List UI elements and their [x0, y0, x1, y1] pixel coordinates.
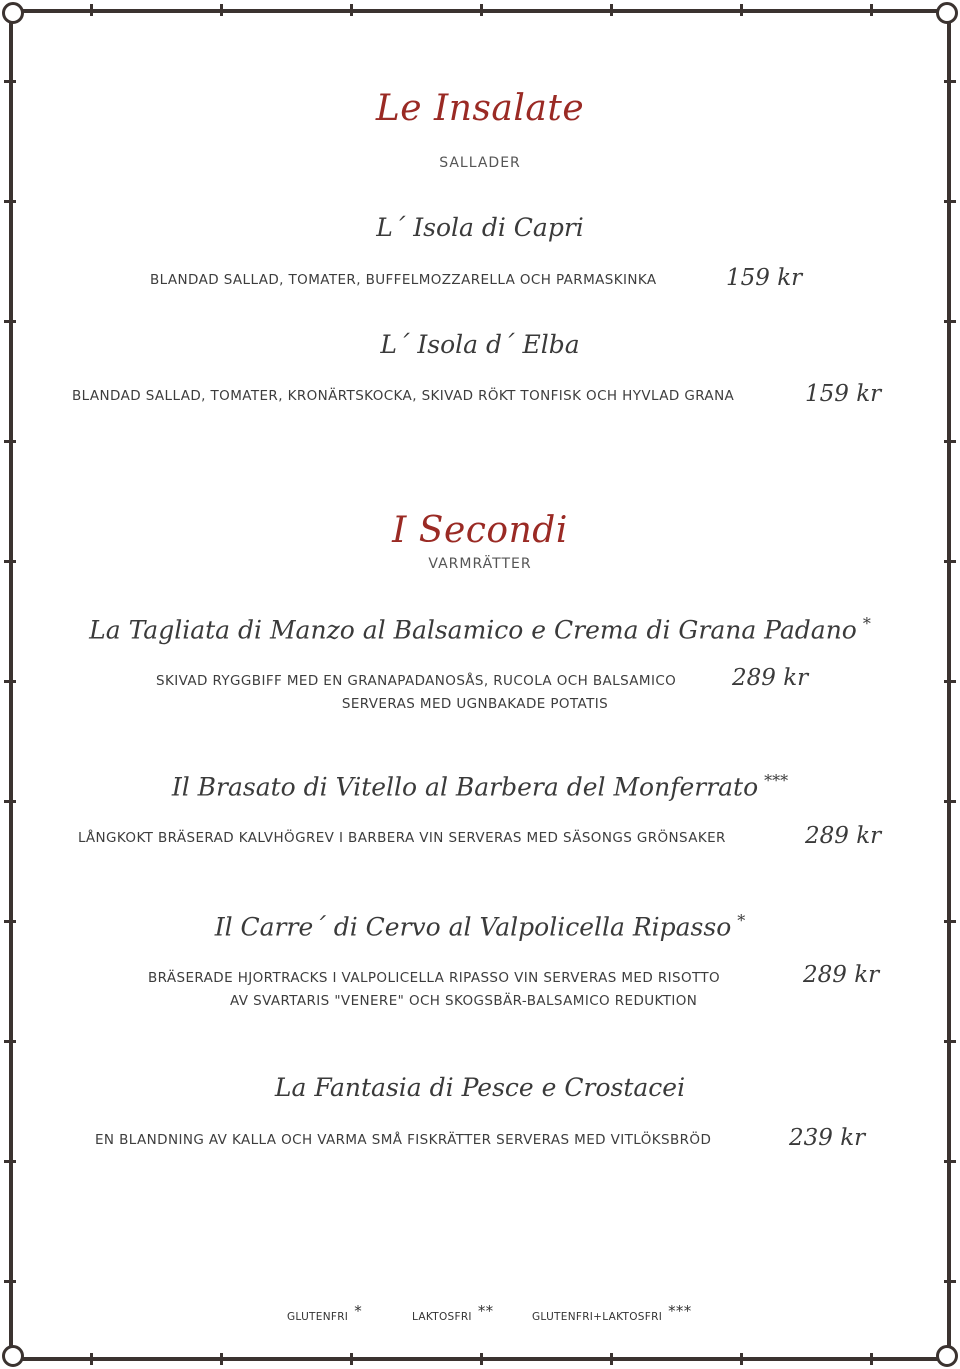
frame-tick-ornament	[610, 1353, 613, 1365]
frame-corner-ornament	[936, 1345, 958, 1367]
frame-tick-ornament	[740, 1353, 743, 1365]
frame-tick-ornament	[944, 1040, 956, 1043]
section-title: Le Insalate	[375, 88, 585, 129]
dish-price: 289 kr	[803, 962, 880, 988]
dish-name-text: La Tagliata di Manzo al Balsamico e Crema di Grana Padano	[89, 615, 857, 645]
dish-description: BLANDAD SALLAD, TOMATER, BUFFELMOZZARELLA OCH PARMASKINKA	[150, 272, 657, 288]
frame-tick-ornament	[944, 200, 956, 203]
legend-symbol: *	[354, 1302, 362, 1320]
frame-tick-ornament	[350, 1353, 353, 1365]
legend-label: LAKTOSFRI	[412, 1311, 472, 1323]
frame-tick-ornament	[4, 320, 16, 323]
dish-price: 239 kr	[789, 1125, 866, 1151]
frame-corner-ornament	[2, 2, 24, 24]
frame-tick-ornament	[4, 80, 16, 83]
dish-price: 159 kr	[805, 381, 882, 407]
dish-description: EN BLANDNING AV KALLA OCH VARMA SMÅ FISKRÄTTER SERVERAS MED VITLÖKSBRÖD	[95, 1132, 712, 1148]
dietary-mark: ***	[764, 771, 789, 790]
dish-name	[0, 614, 960, 644]
frame-tick-ornament	[4, 1040, 16, 1043]
dish-description: AV SVARTARIS "VENERE" OCH SKOGSBÄR-BALSAMICO REDUKTION	[230, 993, 698, 1009]
frame-tick-ornament	[90, 4, 93, 16]
dish-description: SKIVAD RYGGBIFF MED EN GRANAPADANOSÅS, RUCOLA OCH BALSAMICO	[156, 673, 677, 689]
section-title: I Secondi	[392, 510, 568, 551]
legend-symbol: **	[477, 1302, 494, 1320]
dish-name	[0, 911, 960, 941]
frame-tick-ornament	[944, 1280, 956, 1283]
dish-description: BLANDAD SALLAD, TOMATER, KRONÄRTSKOCKA, SKIVAD RÖKT TONFISK OCH HYVLAD GRANA	[72, 388, 735, 404]
frame-tick-ornament	[944, 1160, 956, 1163]
frame-tick-ornament	[740, 4, 743, 16]
frame-tick-ornament	[870, 1353, 873, 1365]
legend-item	[412, 1302, 493, 1323]
frame-tick-ornament	[480, 1353, 483, 1365]
frame-tick-ornament	[610, 4, 613, 16]
frame-tick-ornament	[870, 4, 873, 16]
dish-price: 289 kr	[732, 665, 809, 691]
dish-name	[0, 771, 960, 801]
dish-price: 159 kr	[726, 265, 803, 291]
frame-tick-ornament	[4, 1280, 16, 1283]
legend-label: GLUTENFRI+LAKTOSFRI	[532, 1311, 663, 1323]
dish-description: LÅNGKOKT BRÄSERAD KALVHÖGREV I BARBERA VIN SERVERAS MED SÄSONGS GRÖNSAKER	[78, 830, 726, 846]
frame-corner-ornament	[2, 1345, 24, 1367]
dish-name: L´ Isola d´ Elba	[380, 330, 580, 359]
frame-tick-ornament	[944, 320, 956, 323]
frame-tick-ornament	[480, 4, 483, 16]
dish-name-text: Il Carre´ di Cervo al Valpolicella Ripasso	[214, 912, 732, 942]
frame-tick-ornament	[4, 200, 16, 203]
frame-tick-ornament	[4, 1160, 16, 1163]
section-subtitle: SALLADER	[439, 155, 521, 171]
legend-label: GLUTENFRI	[287, 1311, 349, 1323]
dietary-mark: *	[862, 614, 871, 633]
legend-symbol: ***	[668, 1302, 692, 1320]
frame-tick-ornament	[350, 4, 353, 16]
frame-border-right	[947, 8, 951, 1361]
dish-name-text: Il Brasato di Vitello al Barbera del Monferrato	[171, 772, 759, 802]
legend-item	[287, 1302, 362, 1323]
dish-name: La Fantasia di Pesce e Crostacei	[274, 1073, 686, 1102]
frame-tick-ornament	[944, 680, 956, 683]
frame-tick-ornament	[4, 440, 16, 443]
dish-description: SERVERAS MED UGNBAKADE POTATIS	[341, 696, 609, 712]
frame-tick-ornament	[944, 80, 956, 83]
frame-tick-ornament	[220, 1353, 223, 1365]
dietary-mark: *	[737, 911, 746, 930]
section-subtitle: VARMRÄTTER	[428, 556, 532, 572]
dish-name: L´ Isola di Capri	[376, 213, 584, 242]
dish-price: 289 kr	[805, 823, 882, 849]
frame-tick-ornament	[220, 4, 223, 16]
frame-corner-ornament	[936, 2, 958, 24]
legend-item	[532, 1302, 692, 1323]
frame-tick-ornament	[90, 1353, 93, 1365]
dish-description: BRÄSERADE HJORTRACKS I VALPOLICELLA RIPASSO VIN SERVERAS MED RISOTTO	[148, 970, 721, 986]
frame-tick-ornament	[4, 680, 16, 683]
frame-tick-ornament	[944, 440, 956, 443]
frame-border-left	[9, 8, 13, 1361]
